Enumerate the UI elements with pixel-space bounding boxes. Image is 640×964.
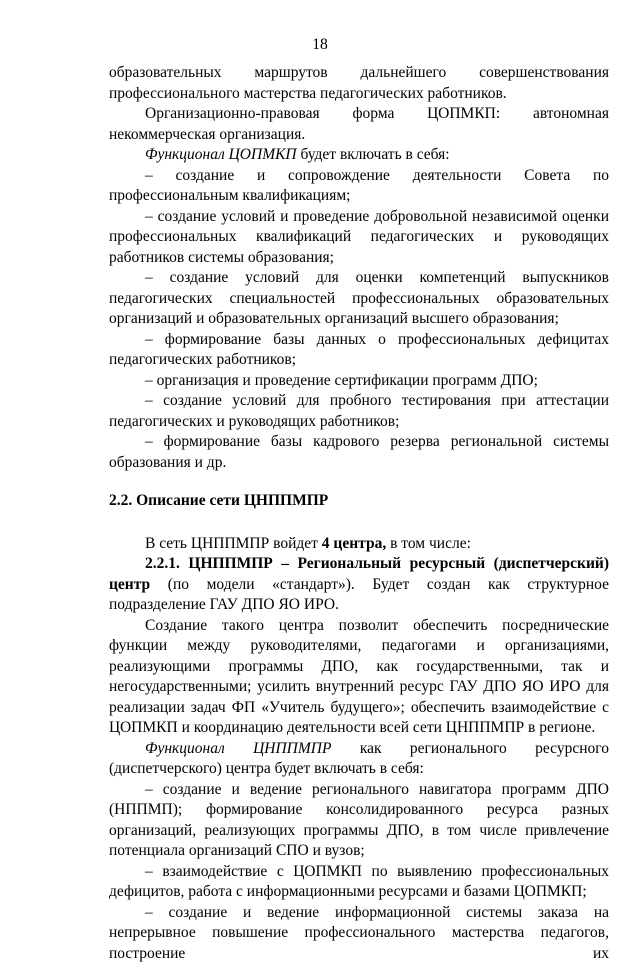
text-span: как регионального ресурсного (диспетчерского) центра будет включать в себя: (109, 740, 609, 778)
bold-span: 4 центра, (322, 535, 386, 552)
list-item: – формирование базы данных о профессиональных дефицитах педагогических работников; (109, 330, 609, 371)
subsection-paragraph (109, 554, 609, 616)
page-number: 18 (0, 36, 640, 54)
paragraph: образовательных маршрутов дальнейшего совершенствования профессионального мастерства педагогических работников. (109, 63, 609, 104)
paragraph (109, 739, 609, 780)
list-item: – создание условий для оценки компетенций выпускников педагогических специальностей профессиональных образовательных организаций и образовательных организаций высшего образования; (109, 268, 609, 330)
text-span: будет включать в себя: (297, 146, 450, 163)
italic-label: Функционал ЦОПМКП (145, 146, 297, 163)
text-span: В сеть ЦНППМПР войдет (145, 535, 322, 552)
subsection-title: 2.2.1. ЦНППМПР – Региональный ресурсный (диспетчерский) центр (109, 555, 609, 593)
paragraph (109, 534, 609, 555)
section-heading: 2.2. Описание сети ЦНППМПР (109, 491, 609, 512)
list-item: – создание условий и проведение добровольной независимой оценки профессиональных квалификаций педагогических и руководящих работников системы образования; (109, 207, 609, 269)
paragraph: Создание такого центра позволит обеспечить посреднические функции между руководителями, педагогами и организациями, реализующими программы ДПО, как государственными, так и негосударственными; усилить внутренний ресурс ГАУ ДПО ЯО ИРО для реализации задач ФП «Учитель будущего»; обеспечить взаимодействие с ЦОПМКП и координацию деятельности всей сети ЦНППМПР в регионе. (109, 616, 609, 739)
list-item: – взаимодействие с ЦОПМКП по выявлению профессиональных дефицитов, работа с информационными ресурсами и базами ЦОПМКП; (109, 862, 609, 903)
text-span: (по модели «стандарт»). Будет создан как структурное подразделение ГАУ ДПО ЯО ИРО. (109, 576, 609, 614)
list-item: – создание условий для пробного тестирования при аттестации педагогических и руководящих работников; (109, 391, 609, 432)
list-item: – формирование базы кадрового резерва региональной системы образования и др. (109, 432, 609, 473)
list-item: – создание и сопровождение деятельности Совета по профессиональным квалификациям; (109, 166, 609, 207)
paragraph: Организационно-правовая форма ЦОПМКП: автономная некоммерческая организация. (109, 104, 609, 145)
document-body (109, 63, 609, 964)
paragraph (109, 145, 609, 166)
list-item: – создание и ведение регионального навигатора программ ДПО (НППМП); формирование консолидированного ресурса разных организаций, реализующих программы ДПО, в том числе привлечение потенциала организаций СПО и вузов; (109, 780, 609, 862)
italic-label: Функционал ЦНППМПР (145, 740, 331, 757)
text-span: в том числе: (386, 535, 471, 552)
list-item: – организация и проведение сертификации программ ДПО; (109, 371, 609, 392)
list-item: – создание и ведение информационной системы заказа на непрерывное повышение профессионального мастерства педагогов, построение их (109, 903, 609, 964)
